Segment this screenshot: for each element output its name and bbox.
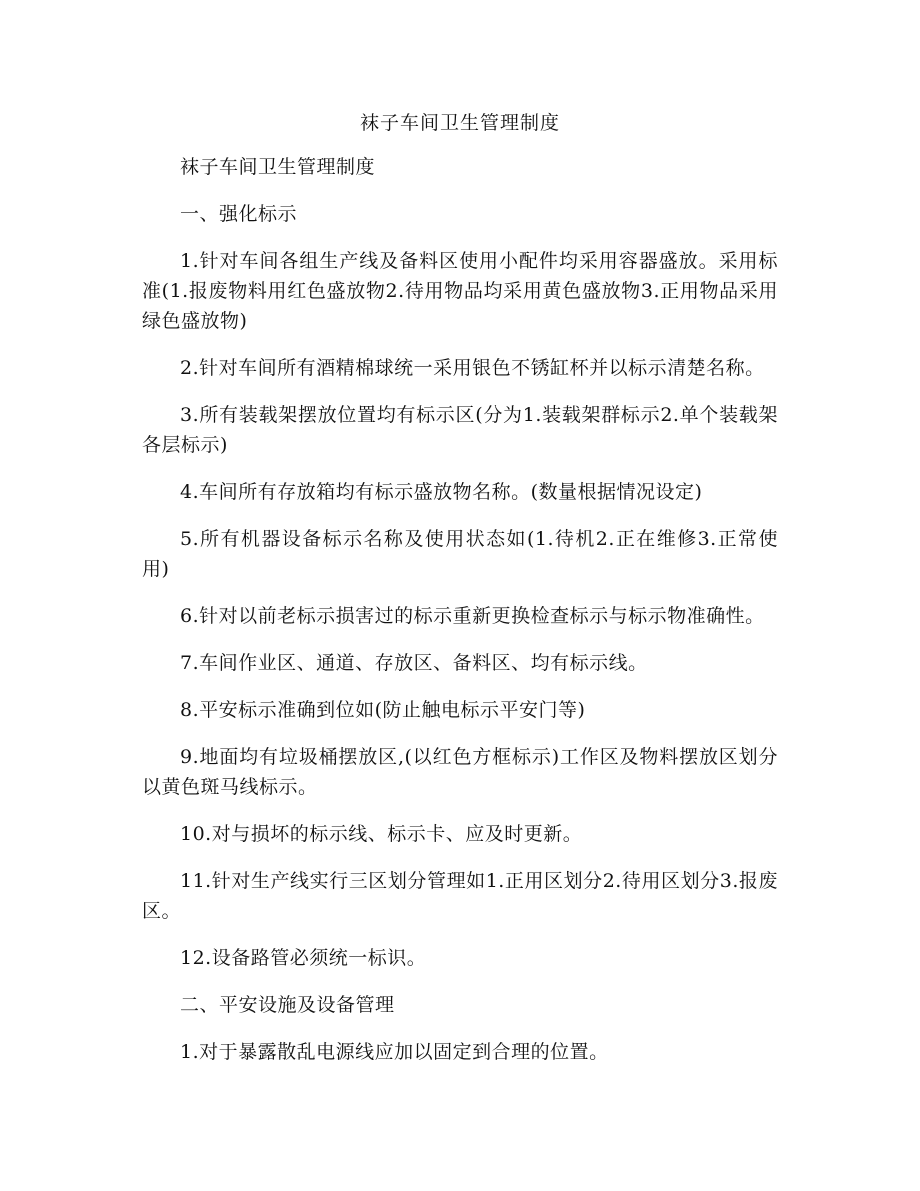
paragraph-item-11: 11.针对生产线实行三区划分管理如1.正用区划分2.待用区划分3.报废区。	[142, 870, 778, 922]
section-heading-1: 一、强化标示	[180, 203, 298, 225]
paragraph-item-3: 3.所有装载架摆放位置均有标示区(分为1.装载架群标示2.单个装载架各层标示)	[142, 404, 778, 456]
document-body	[142, 152, 778, 1084]
document-title: 袜子车间卫生管理制度	[359, 112, 560, 134]
paragraph-item-2: 2.针对车间所有酒精棉球统一采用银色不锈缸杯并以标示清楚名称。	[180, 357, 765, 379]
body-heading: 袜子车间卫生管理制度	[180, 156, 376, 178]
paragraph-item-13: 1.对于暴露散乱电源线应加以固定到合理的位置。	[180, 1041, 609, 1063]
paragraph-item-5: 5.所有机器设备标示名称及使用状态如(1.待机2.正在维修3.正常使用)	[142, 528, 778, 580]
paragraph-item-8: 8.平安标示准确到位如(防止触电标示平安门等)	[180, 699, 586, 721]
paragraph-item-9: 9.地面均有垃圾桶摆放区,(以红色方框标示)工作区及物料摆放区划分以黄色斑马线标示。	[142, 746, 778, 798]
paragraph-item-1: 1.针对车间各组生产线及备料区使用小配件均采用容器盛放。采用标准(1.报废物料用红色盛放物2.待用物品均采用黄色盛放物3.正用物品采用绿色盛放物)	[142, 250, 778, 332]
paragraph-item-10: 10.对与损坏的标示线、标示卡、应及时更新。	[180, 823, 583, 845]
section-heading-2: 二、平安设施及设备管理	[180, 994, 395, 1016]
paragraph-item-7: 7.车间作业区、通道、存放区、备料区、均有标示线。	[180, 652, 648, 674]
paragraph-item-6: 6.针对以前老标示损害过的标示重新更换检查标示与标示物准确性。	[180, 605, 765, 627]
paragraph-item-4: 4.车间所有存放箱均有标示盛放物名称。(数量根据情况设定)	[180, 481, 703, 503]
paragraph-item-12: 12.设备路管必须统一标识。	[180, 947, 427, 969]
